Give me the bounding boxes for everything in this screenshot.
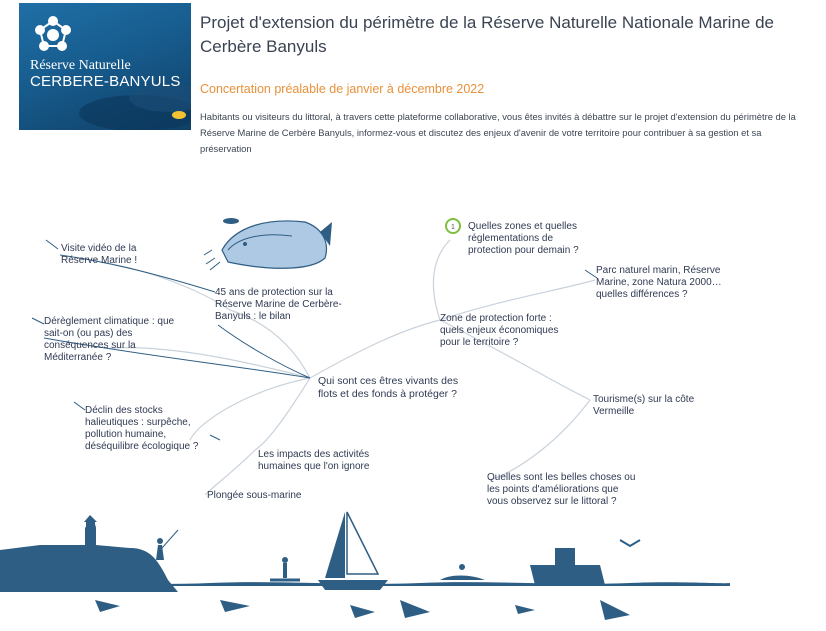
topic-center[interactable]: Qui sont ces êtres vivants des flots et des fonds à protéger ?	[318, 375, 459, 400]
coastline-scene	[0, 512, 730, 620]
topic-zones[interactable]: Quelles zones et quelles réglementations de protection pour demain ?	[468, 221, 579, 256]
topic-parc[interactable]: Parc naturel marin, Réserve Marine, zone Natura 2000… quelles différences ?	[596, 265, 722, 300]
page-title: Projet d'extension du périmètre de la Réserve Naturelle Nationale Marine de Cerbère Banyuls	[200, 13, 774, 56]
topic-belles[interactable]: Quelles sont les belles choses ou les points d'améliorations que vous observez sur le littoral ?	[487, 472, 636, 507]
fisherman-icon	[156, 530, 178, 560]
logo-line1: Réserve Naturelle	[30, 58, 131, 73]
progress-badge-number: 1	[451, 224, 455, 231]
page-subtitle: Concertation préalable de janvier à décembre 2022	[200, 82, 485, 96]
topic-plongee[interactable]: Plongée sous-marine	[207, 490, 302, 501]
intro-text: Habitants ou visiteurs du littoral, à travers cette plateforme collaborative, vous êtes invités à débattre sur le projet d'extension du périmètre de la Réserve Marine de Cerbère Banyuls, informez-vous et discutez des enjeux d'avenir de votre territoire pour contribuer à sa gestion et sa préservation	[200, 111, 796, 154]
topic-impacts[interactable]: Les impacts des activités humaines que l'on ignore	[258, 449, 370, 472]
kayak-icon	[440, 564, 485, 580]
topic-bilan[interactable]: 45 ans de protection sur la Réserve Marine de Cerbère-Banyuls : le bilan	[215, 287, 342, 322]
logo-line2: CERBERE-BANYULS	[30, 73, 181, 90]
seagull-icon	[620, 540, 640, 546]
grouper-fish-icon	[204, 218, 332, 270]
boat-icon	[530, 548, 605, 585]
paddle-board-icon	[270, 557, 300, 580]
topic-forte[interactable]: Zone de protection forte : quels enjeux économiques pour le territoire ?	[440, 313, 559, 348]
topic-climat[interactable]: Dérèglement climatique : que sait-on (ou pas) des conséquences sur la Méditerranée ?	[44, 316, 175, 363]
sailboat-icon	[318, 512, 388, 590]
topic-stocks[interactable]: Déclin des stocks halieutiques : surpêche, pollution humaine, déséquilibre écologique ?	[85, 405, 199, 452]
lighthouse-icon	[86, 522, 95, 547]
topic-video[interactable]: Visite vidéo de la Réserve Marine !	[61, 243, 138, 266]
topic-tourisme[interactable]: Tourisme(s) sur la côte Vermeille	[593, 394, 695, 417]
